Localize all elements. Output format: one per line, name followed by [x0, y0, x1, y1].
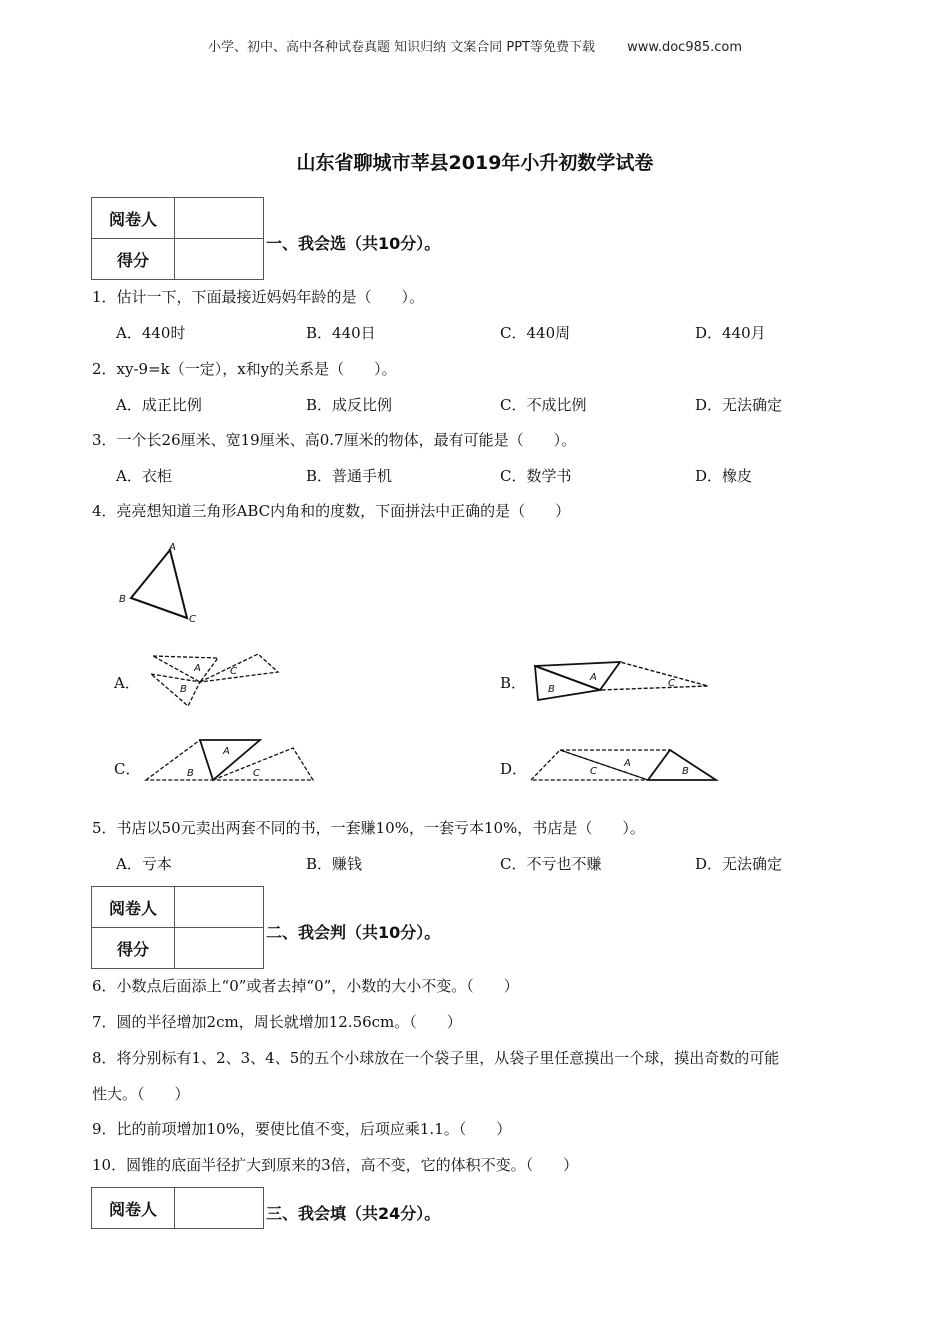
score-label: 得分: [92, 239, 175, 280]
fig-d-label-c: C: [590, 766, 597, 777]
fig-d-label-b: B: [682, 766, 689, 777]
fig-a-label-b: B: [180, 684, 187, 695]
q3-option-a: A．衣柜: [116, 467, 172, 485]
fig-b-label-c: C: [668, 678, 675, 689]
question-2: 2．xy-9=k（一定），x和y的关系是（ ）。: [92, 360, 397, 378]
question-9: 9．比的前项增加10%，要使比值不变，后项应乘1.1。（ ）: [92, 1120, 512, 1138]
q4-option-d: D．: [500, 760, 528, 778]
fig-b-label-b: B: [548, 684, 555, 695]
q3-option-c: C．数学书: [500, 467, 572, 485]
q3-option-d: D．橡皮: [695, 467, 753, 485]
fig-c-label-c: C: [253, 768, 260, 779]
q1-option-c: C．440周: [500, 324, 571, 342]
q5-option-a: A．亏本: [116, 855, 172, 873]
reviewer-cell: [175, 887, 264, 928]
q4-option-b: B．: [500, 674, 527, 692]
fig-a-label-a: A: [194, 663, 201, 674]
section-heading-2: 二、我会判（共10分）。: [266, 923, 441, 942]
fig-c-label-a: A: [223, 746, 230, 757]
vertex-label-b: B: [119, 594, 126, 605]
header-text: 小学、初中、高中各种试卷真题 知识归纳 文案合同 PPT等免费下载: [207, 40, 595, 55]
reviewer-label: 阅卷人: [92, 198, 175, 239]
score-label: 得分: [92, 928, 175, 969]
question-1: 1．估计一下，下面最接近妈妈年龄的是（ ）。: [92, 288, 425, 306]
q2-option-b: B．成反比例: [306, 396, 393, 414]
reviewer-label: 阅卷人: [92, 1188, 175, 1229]
triangle-abc-figure: [115, 540, 205, 630]
header-url[interactable]: www.doc985.com: [627, 40, 743, 55]
q4-figure-a: [148, 648, 288, 708]
q1-option-a: A．440时: [116, 324, 186, 342]
q5-option-d: D．无法确定: [695, 855, 783, 873]
q4-figure-b: [530, 658, 715, 703]
score-cell: [175, 928, 264, 969]
page-title: 山东省聊城市莘县2019年小升初数学试卷: [296, 152, 654, 174]
question-5: 5．书店以50元卖出两套不同的书，一套赚10%，一套亏本10%，书店是（ ）。: [92, 819, 645, 837]
question-3: 3．一个长26厘米、宽19厘米、高0.7厘米的物体，最有可能是（ ）。: [92, 431, 577, 449]
q4-option-a: A．: [114, 674, 140, 692]
score-box-3: [91, 1187, 264, 1229]
q2-option-c: C．不成比例: [500, 396, 587, 414]
section-heading-3: 三、我会填（共24分）。: [266, 1204, 441, 1223]
score-cell: [175, 239, 264, 280]
question-10: 10．圆锥的底面半径扩大到原来的3倍，高不变，它的体积不变。（ ）: [92, 1156, 579, 1174]
question-7: 7．圆的半径增加2cm，周长就增加12.56cm。（ ）: [92, 1013, 462, 1031]
q2-option-a: A．成正比例: [116, 396, 202, 414]
reviewer-cell: [175, 198, 264, 239]
q2-option-d: D．无法确定: [695, 396, 783, 414]
question-6: 6．小数点后面添上“0”或者去掉“0”，小数的大小不变。（ ）: [92, 977, 519, 995]
reviewer-cell: [175, 1188, 264, 1229]
section-heading-1: 一、我会选（共10分）。: [266, 234, 441, 253]
question-4: 4．亮亮想知道三角形ABC内角和的度数，下面拼法中正确的是（ ）: [92, 502, 571, 520]
score-box-1: [91, 197, 264, 280]
page-header: [0, 36, 950, 55]
q1-option-b: B．440日: [306, 324, 376, 342]
q5-option-b: B．赚钱: [306, 855, 363, 873]
q4-figure-d: [528, 744, 723, 786]
fig-d-label-a: A: [624, 758, 631, 769]
q3-option-b: B．普通手机: [306, 467, 393, 485]
q4-figure-c: [143, 736, 318, 786]
q5-option-c: C．不亏也不赚: [500, 855, 602, 873]
q1-option-d: D．440月: [695, 324, 766, 342]
score-box-2: [91, 886, 264, 969]
question-8: 8．将分别标有1、2、3、4、5的五个小球放在一个袋子里，从袋子里任意摸出一个球，摸出奇数的可能: [92, 1049, 780, 1067]
reviewer-label: 阅卷人: [92, 887, 175, 928]
vertex-label-a: A: [169, 542, 176, 553]
fig-a-label-c: C: [230, 666, 237, 677]
question-8-continued: 性大。（ ）: [92, 1085, 190, 1103]
fig-c-label-b: B: [187, 768, 194, 779]
vertex-label-c: C: [189, 614, 196, 625]
q4-option-c: C．: [114, 760, 141, 778]
fig-b-label-a: A: [590, 672, 597, 683]
